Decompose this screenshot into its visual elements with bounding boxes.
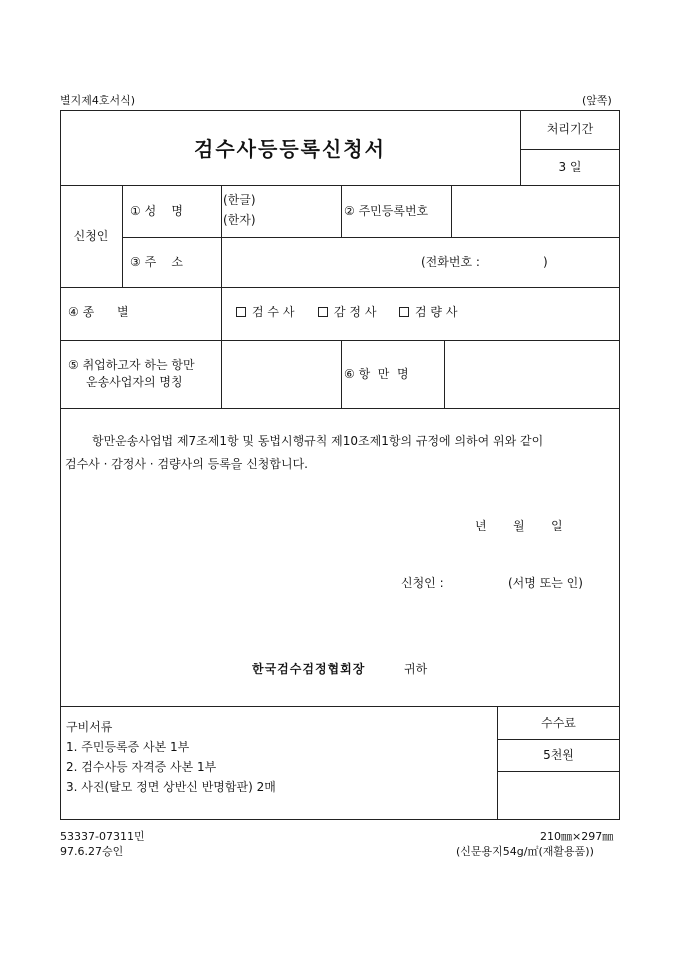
document-item: 2. 검수사등 자격증 사본 1부	[66, 760, 217, 774]
approval-date: 97.6.27승인	[60, 845, 124, 858]
option-inspector[interactable]: 검 수 사	[236, 305, 294, 321]
date-day-label: 일	[551, 519, 563, 533]
category-label: ④ 종 별	[68, 305, 129, 319]
option-measurer[interactable]: 검 량 사	[399, 305, 457, 321]
phone-label: (전화번호 :	[421, 255, 480, 269]
name-label: ① 성 명	[130, 204, 184, 218]
resident-number-field[interactable]	[452, 186, 619, 236]
resident-label-line	[341, 185, 342, 237]
form-number: 별지제4호서식)	[60, 94, 136, 107]
statement-line1: 항만운송사업법 제7조제1항 및 동법시행규칙 제10조제1항의 규정에 의하여 위와 같이	[92, 434, 544, 448]
fee-label: 수수료	[541, 716, 576, 730]
date-year-label: 년	[475, 519, 487, 533]
signature-note: (서명 또는 인)	[508, 576, 583, 590]
port-label-line	[341, 340, 342, 408]
form-title: 검수사등등록신청서	[194, 137, 386, 161]
document-item: 1. 주민등록증 사본 1부	[66, 740, 190, 754]
processing-period-label: 처리기간	[546, 122, 594, 136]
row-divider-address	[60, 287, 620, 288]
row-divider-statement	[60, 706, 620, 707]
documents-label: 구비서류	[66, 720, 113, 734]
statement-line2: 검수사 · 감정사 · 검량사의 등록을 신청합니다.	[65, 457, 308, 471]
option-appraiser[interactable]: 감 정 사	[318, 305, 376, 321]
name-hanja-label: (한자)	[223, 213, 256, 227]
phone-close-paren: )	[543, 255, 548, 269]
checkbox-inspector[interactable]	[236, 307, 246, 317]
employer-label-line2: 운송사업자의 명칭	[86, 375, 183, 389]
date-month-label: 월	[513, 519, 525, 533]
resident-number-label: ② 주민등록번호	[344, 204, 429, 218]
fee-value: 5천원	[543, 748, 574, 762]
port-name-label: ⑥ 항 만 명	[344, 367, 409, 381]
recipient-suffix: 귀하	[404, 662, 428, 676]
employer-label-line1: ⑤ 취업하고자 하는 항만	[68, 358, 195, 372]
signer-label: 신청인 :	[401, 576, 444, 590]
paper-size: 210㎜×297㎜	[540, 830, 614, 843]
applicant-label: 신청인	[73, 229, 109, 243]
name-korean-label: (한글)	[223, 193, 256, 207]
address-field[interactable]	[222, 238, 417, 286]
employer-name-field[interactable]	[222, 341, 340, 407]
row-divider-employer	[60, 408, 620, 409]
processing-divider	[520, 149, 620, 150]
processing-period-value: 3 일	[558, 160, 582, 174]
applicant-column-line	[122, 185, 123, 287]
paper-spec: (신문용지54g/㎡(재활용품))	[456, 845, 594, 858]
front-side-label: (앞쪽)	[582, 94, 612, 107]
checkbox-measurer[interactable]	[399, 307, 409, 317]
document-item: 3. 사진(탈모 정면 상반신 반명함판) 2매	[66, 780, 276, 794]
recipient-name: 한국검수검정협회장	[252, 662, 366, 676]
address-label: ③ 주 소	[130, 255, 184, 269]
port-name-field[interactable]	[445, 341, 619, 407]
fee-divider-2	[497, 771, 620, 772]
checkbox-appraiser[interactable]	[318, 307, 328, 317]
fee-divider-1	[497, 739, 620, 740]
form-code: 53337-07311민	[60, 830, 145, 843]
